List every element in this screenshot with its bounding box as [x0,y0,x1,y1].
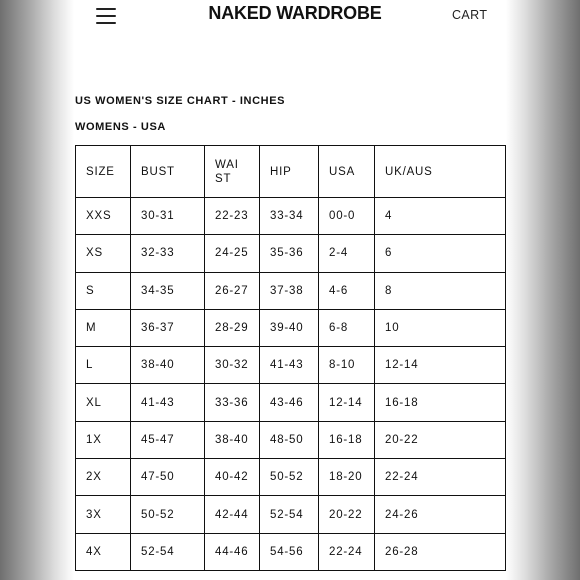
brand-logo[interactable]: NAKED WARDROBE [208,3,382,23]
cell-waist: 30-32 [205,347,260,384]
cell-hip: 33-34 [260,198,319,235]
cell-size: 2X [76,459,131,496]
cell-uk-aus: 8 [375,272,506,309]
cell-size: 4X [76,533,131,570]
cell-waist: 44-46 [205,533,260,570]
cell-waist: 22-23 [205,198,260,235]
cell-hip: 35-36 [260,235,319,272]
cell-waist: 26-27 [205,272,260,309]
cell-hip: 54-56 [260,533,319,570]
cell-uk-aus: 24-26 [375,496,506,533]
table-row [76,496,506,533]
cell-bust: 36-37 [131,309,205,346]
cell-hip: 39-40 [260,309,319,346]
table-row [76,198,506,235]
table-row [76,533,506,570]
column-header-waist: WAIST [205,146,260,198]
cell-size: M [76,309,131,346]
menu-bar [96,8,116,10]
cell-uk-aus: 22-24 [375,459,506,496]
cell-size: L [76,347,131,384]
cell-usa: 18-20 [319,459,375,496]
cell-bust: 47-50 [131,459,205,496]
section-subtitle: WOMENS - USA [75,121,166,133]
cell-uk-aus: 20-22 [375,421,506,458]
cell-hip: 52-54 [260,496,319,533]
cell-waist: 28-29 [205,309,260,346]
cell-waist: 40-42 [205,459,260,496]
cell-bust: 41-43 [131,384,205,421]
column-header-usa: USA [319,146,375,198]
cell-uk-aus: 4 [375,198,506,235]
column-header-hip: HIP [260,146,319,198]
cell-hip: 50-52 [260,459,319,496]
cell-size: XL [76,384,131,421]
cell-waist: 33-36 [205,384,260,421]
column-header-size: SIZE [76,146,131,198]
cell-usa: 2-4 [319,235,375,272]
size-chart-table [75,145,506,571]
table-header-row [76,146,506,198]
cell-uk-aus: 16-18 [375,384,506,421]
table-row [76,384,506,421]
cell-bust: 52-54 [131,533,205,570]
cell-hip: 48-50 [260,421,319,458]
cell-waist: 38-40 [205,421,260,458]
table-body [76,198,506,571]
cell-bust: 38-40 [131,347,205,384]
table-row [76,235,506,272]
cell-bust: 50-52 [131,496,205,533]
cell-hip: 41-43 [260,347,319,384]
cell-bust: 45-47 [131,421,205,458]
page-title: US WOMEN'S SIZE CHART - INCHES [75,95,286,107]
cell-bust: 30-31 [131,198,205,235]
cell-size: S [76,272,131,309]
cell-usa: 6-8 [319,309,375,346]
cell-hip: 43-46 [260,384,319,421]
cell-waist: 24-25 [205,235,260,272]
cell-usa: 20-22 [319,496,375,533]
cell-size: 3X [76,496,131,533]
cell-usa: 12-14 [319,384,375,421]
cell-size: XS [76,235,131,272]
table-row [76,459,506,496]
table-row [76,421,506,458]
cart-link[interactable]: CART [452,8,488,22]
cell-usa: 00-0 [319,198,375,235]
table-row [76,309,506,346]
cell-usa: 8-10 [319,347,375,384]
table-row [76,347,506,384]
cell-size: XXS [76,198,131,235]
cell-uk-aus: 12-14 [375,347,506,384]
cell-hip: 37-38 [260,272,319,309]
column-header-uk-aus: UK/AUS [375,146,506,198]
menu-bar [96,22,116,24]
hamburger-menu-icon[interactable] [96,6,116,26]
cell-waist: 42-44 [205,496,260,533]
menu-bar [96,15,116,17]
cell-bust: 32-33 [131,235,205,272]
cell-uk-aus: 6 [375,235,506,272]
cell-uk-aus: 26-28 [375,533,506,570]
cell-size: 1X [76,421,131,458]
table-row [76,272,506,309]
cell-usa: 4-6 [319,272,375,309]
column-header-bust: BUST [131,146,205,198]
cell-usa: 16-18 [319,421,375,458]
cell-usa: 22-24 [319,533,375,570]
cell-bust: 34-35 [131,272,205,309]
cell-uk-aus: 10 [375,309,506,346]
